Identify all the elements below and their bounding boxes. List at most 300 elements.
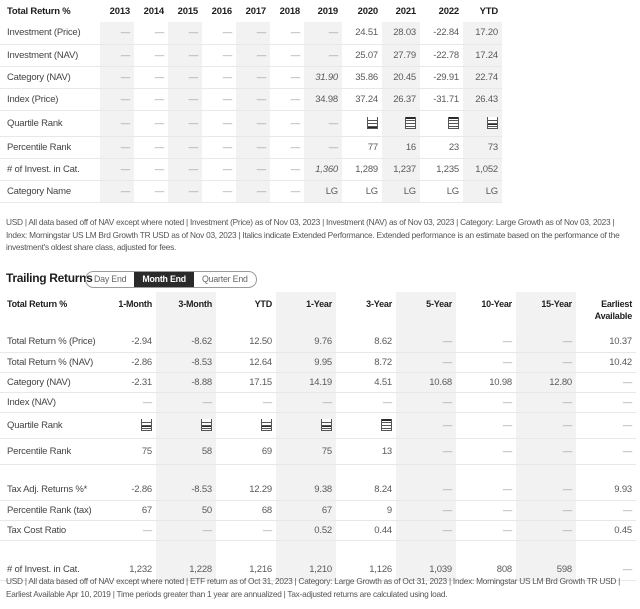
cell-value: 17.15 — [249, 376, 272, 388]
cell-value: 1,289 — [355, 163, 378, 175]
cell — [134, 66, 168, 88]
quartile-rank-icon — [261, 419, 272, 431]
empty-value: — — [222, 185, 232, 197]
cell — [396, 480, 456, 500]
row-label: Percentile Rank — [0, 438, 96, 464]
cell-value: 9.95 — [314, 356, 332, 368]
cell — [336, 372, 396, 392]
cell-value: -29.91 — [433, 71, 459, 83]
cell-value: 12.50 — [249, 336, 272, 348]
cell — [516, 500, 576, 520]
cell — [168, 110, 202, 136]
empty-value: — — [622, 564, 632, 576]
quartile-rank-icon — [321, 419, 332, 431]
cell — [156, 372, 216, 392]
cell — [456, 480, 516, 500]
row-label: Category Name — [0, 180, 100, 202]
row-label: Percentile Rank — [0, 136, 100, 158]
cell — [202, 44, 236, 66]
cell-value: -22.84 — [433, 27, 459, 39]
empty-value: — — [256, 49, 266, 61]
empty-value: — — [142, 396, 152, 408]
empty-value: — — [222, 27, 232, 39]
cell-value: LG — [365, 185, 378, 197]
cell — [216, 520, 276, 540]
column-header-1-year: 1-Year — [276, 292, 336, 332]
empty-value: — — [442, 484, 452, 496]
cell — [516, 352, 576, 372]
table-row-category-nav — [0, 66, 502, 88]
cell-value: 12.64 — [249, 356, 272, 368]
empty-value: — — [502, 524, 512, 536]
annual-header-row — [0, 0, 502, 22]
tab-quarter-end[interactable]: Quarter End — [201, 274, 248, 284]
cell — [216, 412, 276, 438]
cell — [100, 110, 134, 136]
cell — [202, 88, 236, 110]
empty-value: — — [154, 117, 164, 129]
empty-value: — — [188, 163, 198, 175]
empty-value: — — [442, 504, 452, 516]
cell — [342, 158, 382, 180]
cell-value: -2.31 — [131, 376, 152, 388]
cell — [96, 520, 156, 540]
cell — [516, 412, 576, 438]
cell — [270, 66, 304, 88]
cell-value: 1,210 — [309, 564, 332, 576]
cell — [236, 158, 270, 180]
empty-value: — — [222, 163, 232, 175]
cell — [336, 352, 396, 372]
cell — [420, 110, 463, 136]
empty-value: — — [256, 117, 266, 129]
column-header-2017: 2017 — [245, 5, 266, 17]
cell-value: -2.86 — [131, 484, 152, 496]
cell-value: 10.68 — [429, 376, 452, 388]
cell — [202, 136, 236, 158]
column-header-2015: 2015 — [177, 5, 198, 17]
cell — [96, 438, 156, 464]
cell — [304, 88, 342, 110]
cell-value: 26.37 — [393, 93, 416, 105]
cell-value: 25.07 — [355, 49, 378, 61]
column-header-3-month: 3-Month — [156, 292, 216, 332]
cell-value: 13 — [381, 445, 392, 457]
empty-value: — — [262, 396, 272, 408]
row-label: # of Invest. in Cat. — [0, 158, 100, 180]
cell-value: 34.98 — [315, 93, 338, 105]
cell — [382, 22, 420, 44]
cell — [134, 180, 168, 202]
cell-value: 75 — [321, 445, 332, 457]
cell-value: 67 — [321, 504, 332, 516]
cell — [276, 392, 336, 412]
table-row-category-name — [0, 180, 502, 202]
table-row-total-return-price — [0, 332, 636, 352]
row-label: Category (NAV) — [0, 66, 100, 88]
cell — [456, 352, 516, 372]
cell-value: 31.90 — [315, 71, 338, 83]
cell — [420, 88, 463, 110]
cell — [342, 44, 382, 66]
cell — [156, 438, 216, 464]
cell — [134, 110, 168, 136]
column-header-10-year: 10-Year — [481, 299, 512, 309]
column-header-2014: 2014 — [143, 5, 164, 17]
table-row-percentile-rank — [0, 438, 636, 464]
column-header-15-year: 15-Year — [516, 292, 576, 332]
table-row-investment-price — [0, 22, 502, 44]
annual-footnote: USD | All data based off of NAV except where noted | Investment (Price) as of Nov 03, 2023 | Investment (NAV) as of Nov 03, 2023 | Category: Large Growth as of Nov 03, 2023 | Index: Morningstar US LM Brd Growth TR USD as of Nov 03, 2023 | Italics indicate Extended Performance. Extended performance is an estimate based on the performance of the investment's oldest share class, adjusted for fees. — [6, 217, 620, 252]
cell — [100, 22, 134, 44]
empty-value: — — [120, 93, 130, 105]
empty-value: — — [256, 93, 266, 105]
cell — [202, 110, 236, 136]
column-header-2013: 2013 — [109, 5, 130, 17]
cell — [463, 44, 502, 66]
cell — [336, 520, 396, 540]
empty-value: — — [562, 524, 572, 536]
cell — [236, 110, 270, 136]
cell — [304, 66, 342, 88]
spacer-row — [0, 540, 636, 560]
empty-value: — — [188, 71, 198, 83]
empty-value: — — [502, 419, 512, 431]
cell-value: LG — [485, 185, 498, 197]
cell-value: 12.80 — [549, 376, 572, 388]
cell — [382, 110, 420, 136]
cell — [96, 480, 156, 500]
quartile-rank-icon — [201, 419, 212, 431]
cell-value: -22.78 — [433, 49, 459, 61]
empty-value: — — [154, 71, 164, 83]
cell-value: 68 — [261, 504, 272, 516]
row-label: Quartile Rank — [0, 412, 96, 438]
cell-value: 24.51 — [355, 27, 378, 39]
cell — [96, 332, 156, 352]
cell-value: 1,039 — [429, 564, 452, 576]
empty-value: — — [188, 27, 198, 39]
row-label: Index (NAV) — [0, 392, 96, 412]
empty-value: — — [442, 356, 452, 368]
cell-value: 10.98 — [489, 376, 512, 388]
cell — [396, 372, 456, 392]
empty-value: — — [328, 117, 338, 129]
table-row-quartile-rank — [0, 110, 502, 136]
empty-value: — — [562, 445, 572, 457]
empty-value: — — [290, 93, 300, 105]
cell-value: 1,126 — [369, 564, 392, 576]
cell — [270, 180, 304, 202]
empty-value: — — [502, 356, 512, 368]
empty-value: — — [442, 396, 452, 408]
cell-value: -8.88 — [191, 376, 212, 388]
empty-value: — — [622, 504, 632, 516]
cell — [336, 480, 396, 500]
empty-value: — — [222, 49, 232, 61]
column-header-3-year: 3-Year — [366, 299, 392, 309]
empty-value: — — [256, 185, 266, 197]
cell — [382, 44, 420, 66]
cell-value: -8.62 — [191, 336, 212, 348]
cell — [168, 66, 202, 88]
cell — [96, 412, 156, 438]
column-header-1-month: 1-Month — [118, 299, 152, 309]
empty-value: — — [120, 49, 130, 61]
table-row-index-price — [0, 88, 502, 110]
cell — [396, 352, 456, 372]
cell — [304, 136, 342, 158]
row-label: Investment (Price) — [0, 22, 100, 44]
table-row-index-nav — [0, 392, 636, 412]
cell — [576, 500, 636, 520]
cell — [516, 438, 576, 464]
cell — [134, 88, 168, 110]
tab-day-end[interactable]: Day End — [94, 274, 127, 284]
cell — [156, 500, 216, 520]
cell — [100, 158, 134, 180]
cell-value: -8.53 — [191, 484, 212, 496]
empty-value: — — [202, 524, 212, 536]
row-label: Total Return % (Price) — [0, 332, 96, 352]
cell — [456, 500, 516, 520]
cell — [336, 412, 396, 438]
cell — [168, 44, 202, 66]
cell — [382, 136, 420, 158]
cell — [456, 332, 516, 352]
table-row-category-nav — [0, 372, 636, 392]
cell-value: 58 — [201, 445, 212, 457]
period-segmented-control — [85, 271, 257, 288]
cell — [396, 500, 456, 520]
cell — [382, 88, 420, 110]
header-label: Total Return % — [7, 5, 71, 17]
cell — [396, 392, 456, 412]
column-header-2018: 2018 — [279, 5, 300, 17]
empty-value: — — [502, 484, 512, 496]
cell-value: LG — [403, 185, 416, 197]
cell-value: 67 — [141, 504, 152, 516]
cell — [576, 480, 636, 500]
cell — [576, 332, 636, 352]
cell — [576, 520, 636, 540]
cell — [202, 158, 236, 180]
cell — [100, 136, 134, 158]
empty-value: — — [120, 117, 130, 129]
cell-value: 69 — [261, 445, 272, 457]
empty-value: — — [290, 27, 300, 39]
cell — [463, 22, 502, 44]
cell — [100, 180, 134, 202]
column-header-2021: 2021 — [395, 5, 416, 17]
row-label: # of Invest. in Cat. — [0, 560, 96, 580]
cell — [396, 412, 456, 438]
row-label: Investment (NAV) — [0, 44, 100, 66]
cell — [216, 372, 276, 392]
empty-value: — — [442, 524, 452, 536]
empty-value: — — [142, 524, 152, 536]
cell — [276, 412, 336, 438]
trailing-footnote: USD | All data based off of NAV except where noted | ETF return as of Oct 31, 2023 | Category: Large Growth as of Oct 31, 2023 | Index: Morningstar US LM Brd Growth TR USD | Earliest Available Apr 10, 2019 | Time periods greater than 1 year are annualized | Tax-adjusted returns are calculated using load. — [6, 576, 621, 599]
cell-value: 9.93 — [614, 484, 632, 496]
cell — [270, 136, 304, 158]
empty-value: — — [562, 419, 572, 431]
empty-value: — — [322, 396, 332, 408]
empty-value: — — [328, 27, 338, 39]
empty-value: — — [562, 336, 572, 348]
trailing-header-row — [0, 292, 636, 332]
spacer-row — [0, 464, 636, 480]
cell — [134, 136, 168, 158]
cell — [516, 392, 576, 412]
empty-value: — — [622, 445, 632, 457]
empty-value: — — [222, 93, 232, 105]
cell — [134, 44, 168, 66]
cell — [168, 180, 202, 202]
cell-value: 26.43 — [475, 93, 498, 105]
cell-value: 808 — [496, 564, 512, 576]
cell-value: 10.42 — [609, 356, 632, 368]
cell — [236, 136, 270, 158]
cell — [100, 66, 134, 88]
cell-value: 10.37 — [609, 336, 632, 348]
cell-value: 35.86 — [355, 71, 378, 83]
cell — [396, 438, 456, 464]
cell — [576, 438, 636, 464]
cell-value: 9 — [386, 504, 392, 516]
cell — [396, 332, 456, 352]
cell — [270, 158, 304, 180]
cell — [463, 88, 502, 110]
empty-value: — — [188, 185, 198, 197]
quartile-rank-icon — [367, 117, 378, 129]
empty-value: — — [154, 27, 164, 39]
cell-value: 22.74 — [475, 71, 498, 83]
cell-value: 1,235 — [436, 163, 459, 175]
tab-month-end[interactable]: Month End — [134, 272, 194, 287]
cell — [168, 158, 202, 180]
cell — [463, 66, 502, 88]
empty-value: — — [120, 141, 130, 153]
cell — [216, 332, 276, 352]
cell — [463, 136, 502, 158]
empty-value: — — [256, 71, 266, 83]
cell — [576, 352, 636, 372]
empty-value: — — [256, 163, 266, 175]
cell-value: 37.24 — [355, 93, 378, 105]
cell-value: 14.19 — [309, 376, 332, 388]
cell — [342, 180, 382, 202]
cell — [342, 88, 382, 110]
cell — [276, 352, 336, 372]
cell-value: 8.24 — [374, 484, 392, 496]
cell-value: 20.45 — [393, 71, 416, 83]
empty-value: — — [328, 141, 338, 153]
empty-value: — — [120, 71, 130, 83]
cell — [276, 372, 336, 392]
cell-value: 27.79 — [393, 49, 416, 61]
cell — [420, 44, 463, 66]
cell — [420, 22, 463, 44]
cell — [156, 392, 216, 412]
cell — [336, 500, 396, 520]
cell — [304, 180, 342, 202]
cell — [463, 110, 502, 136]
empty-value: — — [120, 163, 130, 175]
empty-value: — — [188, 93, 198, 105]
empty-value: — — [502, 336, 512, 348]
cell — [304, 110, 342, 136]
cell — [156, 520, 216, 540]
empty-value: — — [502, 504, 512, 516]
empty-value: — — [202, 396, 212, 408]
column-header-5-year: 5-Year — [396, 292, 456, 332]
cell-value: 28.03 — [393, 27, 416, 39]
quartile-rank-icon — [381, 419, 392, 431]
cell — [134, 158, 168, 180]
cell-value: 9.76 — [314, 336, 332, 348]
cell — [156, 332, 216, 352]
table-row-quartile-rank — [0, 412, 636, 438]
empty-value: — — [154, 49, 164, 61]
cell-value: 12.29 — [249, 484, 272, 496]
empty-value: — — [188, 49, 198, 61]
cell — [420, 180, 463, 202]
empty-value: — — [442, 336, 452, 348]
table-row-tax-adj-returns — [0, 480, 636, 500]
cell — [420, 66, 463, 88]
cell — [216, 352, 276, 372]
cell — [236, 66, 270, 88]
column-header-ytd: YTD — [479, 5, 498, 17]
cell — [516, 480, 576, 500]
cell — [96, 352, 156, 372]
cell — [96, 500, 156, 520]
cell-value: 16 — [405, 141, 416, 153]
cell — [202, 66, 236, 88]
empty-value: — — [622, 419, 632, 431]
cell — [342, 22, 382, 44]
header-label: Total Return % — [7, 299, 68, 309]
cell — [156, 412, 216, 438]
cell — [516, 332, 576, 352]
cell-value: 0.45 — [614, 524, 632, 536]
cell — [382, 180, 420, 202]
cell-value: 1,216 — [249, 564, 272, 576]
cell — [456, 372, 516, 392]
cell — [463, 158, 502, 180]
row-label: Tax Cost Ratio — [0, 520, 96, 540]
cell-value: 0.52 — [314, 524, 332, 536]
column-header-2022: 2022 — [438, 5, 459, 17]
cell-value: 0.44 — [374, 524, 392, 536]
row-label: Quartile Rank — [0, 110, 100, 136]
cell — [396, 520, 456, 540]
cell-value: 23 — [448, 141, 459, 153]
cell — [236, 180, 270, 202]
empty-value: — — [502, 445, 512, 457]
table-row-percentile-rank-tax — [0, 500, 636, 520]
row-label: Tax Adj. Returns %* — [0, 480, 96, 500]
quartile-rank-icon — [448, 117, 459, 129]
cell-value: 1,052 — [475, 163, 498, 175]
empty-value: — — [188, 141, 198, 153]
empty-value: — — [262, 524, 272, 536]
cell — [216, 500, 276, 520]
column-header-2019: 2019 — [317, 5, 338, 17]
quartile-rank-icon — [405, 117, 416, 129]
empty-value: — — [382, 396, 392, 408]
